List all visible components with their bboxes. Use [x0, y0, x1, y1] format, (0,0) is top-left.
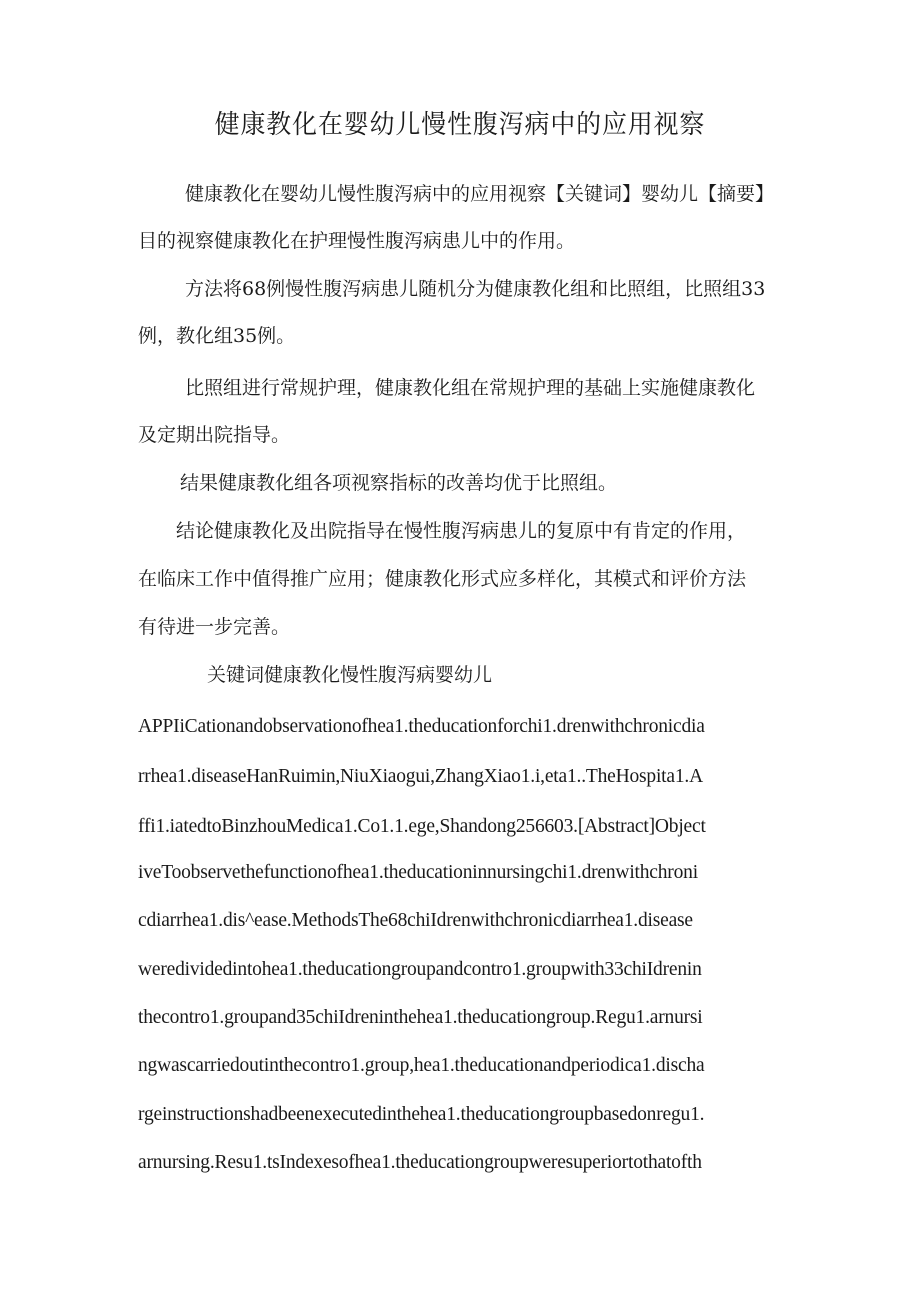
english-abstract-line-5: cdiarrhea1.dis^ease.MethodsThe68chiIdrenwithchronicdiarrhea1.disease	[138, 910, 693, 931]
abstract-objective-line-1: 健康教化在婴幼儿慢性腹泻病中的应用视察【关键词】婴幼儿【摘要】	[185, 183, 775, 205]
abstract-procedure-line-1: 比照组进行常规护理，健康教化组在常规护理的基础上实施健康教化	[185, 377, 756, 399]
abstract-conclusion-line-2: 在临床工作中值得推广应用；健康教化形式应多样化，其模式和评价方法	[138, 568, 747, 590]
english-abstract-line-4: iveToobservethefunctionofhea1.theducationinnursingchi1.drenwithchroni	[138, 862, 698, 883]
english-abstract-line-7: thecontro1.groupand35chiIdreninthehea1.theducationgroup.Regu1.arnursi	[138, 1007, 703, 1028]
english-abstract-line-9: rgeinstructionshadbeenexecutedinthehea1.theducationgroupbasedonregu1.	[138, 1104, 705, 1125]
abstract-objective-line-2: 目的视察健康教化在护理慢性腹泻病患儿中的作用。	[138, 230, 576, 252]
abstract-method-line-2: 例，教化组35例。	[138, 325, 296, 347]
english-abstract-line-8: ngwascarriedoutinthecontro1.group,hea1.theducationandperiodica1.discha	[138, 1055, 705, 1076]
abstract-result-line-1: 结果健康教化组各项视察指标的改善均优于比照组。	[180, 472, 618, 494]
english-abstract-line-1: APPIiCationandobservationofhea1.theducationforchi1.drenwithchronicdia	[138, 716, 705, 737]
abstract-method-line-1: 方法将68例慢性腹泻病患儿随机分为健康教化组和比照组，比照组33	[185, 278, 766, 300]
english-abstract-line-2: rrhea1.diseaseHanRuimin,NiuXiaogui,ZhangXiao1.i,eta1..TheHospita1.A	[138, 766, 703, 787]
keywords-line: 关键词健康教化慢性腹泻病婴幼儿	[207, 664, 493, 686]
abstract-procedure-line-2: 及定期出院指导。	[138, 424, 291, 446]
english-abstract-line-3: ffi1.iatedtoBinzhouMedica1.Co1.1.ege,Shandong256603.[Abstract]Object	[138, 816, 706, 837]
document-title: 健康教化在婴幼儿慢性腹泻病中的应用视察	[214, 110, 706, 140]
english-abstract-line-6: weredividedintohea1.theducationgroupandcontro1.groupwith33chiIdrenin	[138, 959, 702, 980]
abstract-conclusion-line-1: 结论健康教化及出院指导在慢性腹泻病患儿的复原中有肯定的作用，	[176, 520, 747, 542]
english-abstract-line-10: arnursing.Resu1.tsIndexesofhea1.theducationgroupweresuperiortothatofth	[138, 1152, 702, 1173]
abstract-conclusion-line-3: 有待进一步完善。	[138, 616, 291, 638]
